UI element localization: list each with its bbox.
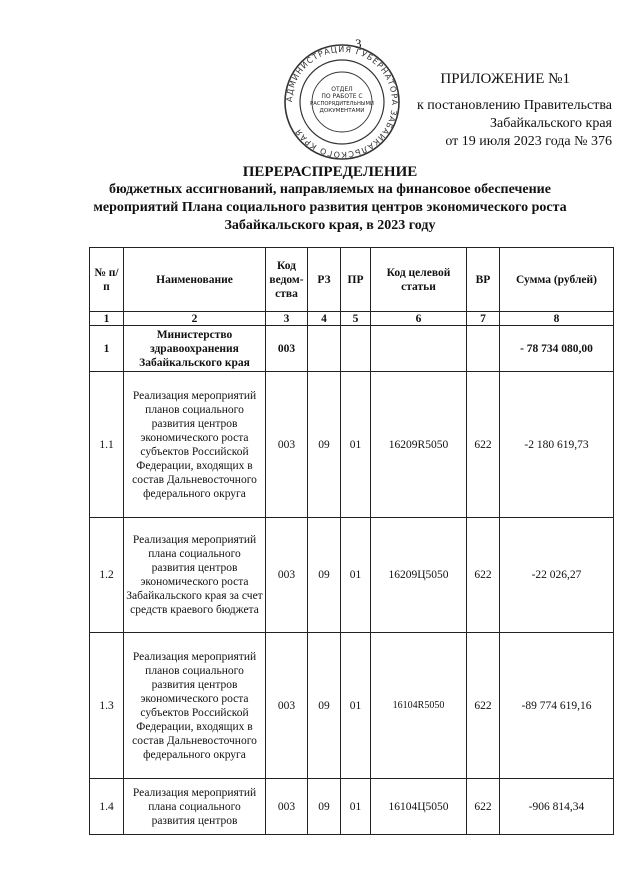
cell-name: Министерство здравоохранения Забайкальского края <box>124 326 266 372</box>
table-header-row <box>90 248 614 312</box>
cell-sum: -89 774 619,16 <box>500 633 614 779</box>
cell-dept: 003 <box>266 779 308 835</box>
appendix-title: ПРИЛОЖЕНИЕ №1 <box>440 71 570 87</box>
cell-sum: -906 814,34 <box>500 779 614 835</box>
cell-target <box>371 326 467 372</box>
cell-vr: 622 <box>467 518 500 633</box>
cell-target: 16104Ц5050 <box>371 779 467 835</box>
header-num: № п/п <box>90 248 124 312</box>
column-number: 4 <box>308 312 341 326</box>
cell-target: 16209R5050 <box>371 372 467 518</box>
header-rz: РЗ <box>308 248 341 312</box>
table-row <box>90 779 614 835</box>
page-number: 3 <box>355 36 362 51</box>
table-row <box>90 518 614 633</box>
table-row <box>90 326 614 372</box>
official-stamp <box>282 42 402 162</box>
column-number: 7 <box>467 312 500 326</box>
title-line: ПЕРЕРАСПРЕДЕЛЕНИЕ <box>242 164 418 180</box>
cell-pr: 01 <box>341 372 371 518</box>
header-target: Код целевой статьи <box>371 248 467 312</box>
column-number: 6 <box>371 312 467 326</box>
column-number: 8 <box>500 312 614 326</box>
column-number: 2 <box>124 312 266 326</box>
stamp-inner-line: ДОКУМЕНТАМИ <box>319 108 365 114</box>
cell-name: Реализация мероприятий плана социального развития центров экономического роста Забайкальского края за счет средств краевого бюджета <box>124 518 266 633</box>
appendix-header <box>392 70 612 151</box>
cell-vr <box>467 326 500 372</box>
header-name: Наименование <box>124 248 266 312</box>
column-number-row <box>90 312 614 326</box>
cell-dept: 003 <box>266 372 308 518</box>
cell-vr: 622 <box>467 633 500 779</box>
header-dept: Код ведом-ства <box>266 248 308 312</box>
cell-num: 1.2 <box>90 518 124 633</box>
stamp-outer-text: АДМИНИСТРАЦИЯ ГУБЕРНАТОРА ЗАБАЙКАЛЬСКОГО КРАЯ <box>284 44 400 160</box>
title-line: Забайкальского края, в 2023 году <box>224 218 436 233</box>
cell-name: Реализация мероприятий планов социального развития центров экономического роста субъектов Российской Федерации, входящих в состав Дальневосточного федерального округа <box>124 372 266 518</box>
cell-pr: 01 <box>341 633 371 779</box>
cell-dept: 003 <box>266 518 308 633</box>
title-line: мероприятий Плана социального развития центров экономического роста <box>93 200 567 215</box>
column-number: 3 <box>266 312 308 326</box>
document-title <box>60 163 600 235</box>
budget-table <box>89 247 614 835</box>
appendix-line: к постановлению Правительства <box>416 98 612 113</box>
stamp-inner-line: РАСПОРЯДИТЕЛЬНЫМИ <box>310 101 374 107</box>
header-vr: ВР <box>467 248 500 312</box>
cell-dept: 003 <box>266 326 308 372</box>
stamp-inner-line: ОТДЕЛ <box>331 86 353 93</box>
cell-rz: 09 <box>308 633 341 779</box>
cell-num: 1.1 <box>90 372 124 518</box>
appendix-line: Забайкальского края <box>489 116 612 131</box>
cell-target: 16104R5050 <box>371 633 467 779</box>
cell-target: 16209Ц5050 <box>371 518 467 633</box>
cell-sum: - 78 734 080,00 <box>500 326 614 372</box>
cell-pr <box>341 326 371 372</box>
cell-sum: -22 026,27 <box>500 518 614 633</box>
column-number: 1 <box>90 312 124 326</box>
cell-num: 1.3 <box>90 633 124 779</box>
header-pr: ПР <box>341 248 371 312</box>
cell-sum: -2 180 619,73 <box>500 372 614 518</box>
cell-rz <box>308 326 341 372</box>
cell-rz: 09 <box>308 518 341 633</box>
cell-num: 1.4 <box>90 779 124 835</box>
cell-num: 1 <box>90 326 124 372</box>
cell-pr: 01 <box>341 779 371 835</box>
cell-name: Реализация мероприятий плана социального развития центров <box>124 779 266 835</box>
cell-vr: 622 <box>467 372 500 518</box>
cell-pr: 01 <box>341 518 371 633</box>
cell-rz: 09 <box>308 372 341 518</box>
title-line: бюджетных ассигнований, направляемых на финансовое обеспечение <box>109 182 551 197</box>
header-sum: Сумма (рублей) <box>500 248 614 312</box>
column-number: 5 <box>341 312 371 326</box>
table-row <box>90 372 614 518</box>
cell-vr: 622 <box>467 779 500 835</box>
cell-dept: 003 <box>266 633 308 779</box>
cell-rz: 09 <box>308 779 341 835</box>
table-row <box>90 633 614 779</box>
appendix-line: от 19 июля 2023 года № 376 <box>445 134 612 149</box>
cell-name: Реализация мероприятий планов социального развития центров экономического роста субъектов Российской Федерации, входящих в состав Дальневосточного федерального округа <box>124 633 266 779</box>
stamp-inner-line: ПО РАБОТЕ С <box>321 93 363 100</box>
